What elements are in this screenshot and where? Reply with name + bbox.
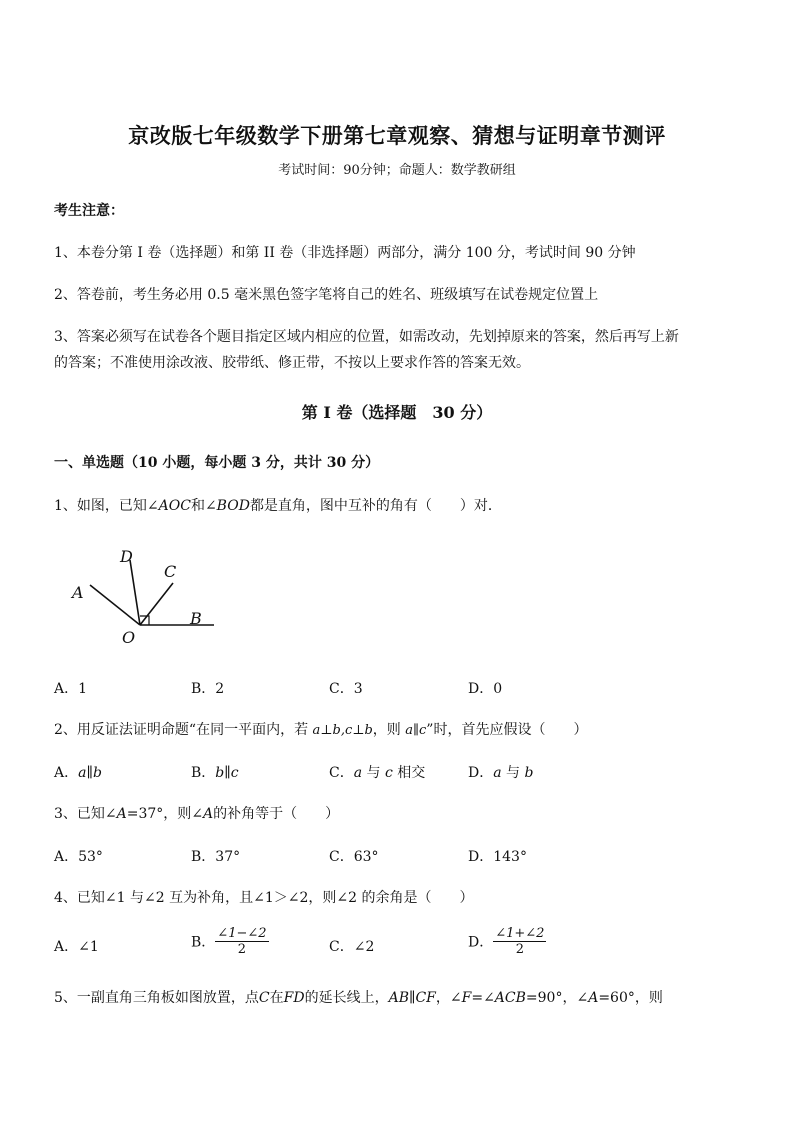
- q3-option-a[interactable]: A．53°: [54, 849, 103, 865]
- ray-oa: [90, 585, 140, 625]
- question-2-stem: 2、用反证法证明命题“在同一平面内，若 a⊥b,c⊥b，则 a∥c”时，首先应假设（ ）: [54, 722, 588, 738]
- notice-heading: 考生注意：: [54, 203, 124, 219]
- label-b: B: [190, 609, 202, 628]
- q1-option-a[interactable]: A．1: [54, 681, 88, 697]
- section-title: 第 I 卷（选择题 30 分）: [301, 403, 493, 422]
- q4-fraction-b: $\frac{\angle 1-\angle 2}{2}$: [217, 926, 267, 957]
- notice-item-3: 3、答案必须写在试卷各个题目指定区域内相应的位置，如需改动，先划掉原来的答案，然后再写上新: [54, 329, 679, 345]
- document-subtitle: 考试时间：90分钟；命题人：数学教研组: [278, 163, 516, 178]
- q3-option-c[interactable]: C．63°: [329, 849, 379, 865]
- label-d: D: [120, 547, 133, 566]
- q1-option-b[interactable]: B．2: [191, 681, 225, 697]
- q2-option-d[interactable]: D．a 与 b: [468, 765, 534, 781]
- q2-option-c[interactable]: C．a 与 c 相交: [329, 765, 426, 781]
- question-1-stem: 1、如图，已知∠AOC和∠BOD都是直角，图中互补的角有（ ）对．: [54, 498, 502, 514]
- part-title: 一、单选题（10 小题，每小题 3 分，共计 30 分）: [54, 455, 380, 471]
- q4-option-d[interactable]: D． $\frac{\angle 1+\angle 2}{2}$: [468, 926, 545, 957]
- q4-fraction-d: $\frac{\angle 1+\angle 2}{2}$: [495, 926, 545, 957]
- ray-od: [130, 560, 140, 625]
- document-title: 京改版七年级数学下册第七章观察、猜想与证明章节测评: [128, 123, 666, 148]
- question-4-stem: 4、已知∠1 与∠2 互为补角，且∠1＞∠2，则∠2 的余角是（ ）: [54, 890, 474, 906]
- label-c: C: [164, 562, 177, 581]
- notice-item-1: 1、本卷分第 I 卷（选择题）和第 II 卷（非选择题）两部分，满分 100 分，考试时间 90 分钟: [54, 245, 636, 261]
- question-1-figure: [60, 540, 230, 650]
- q3-option-b[interactable]: B．37°: [191, 849, 241, 865]
- notice-item-2: 2、答卷前，考生务必用 0.5 毫米黑色签字笔将自己的姓名、班级填写在试卷规定位置上: [54, 287, 599, 303]
- label-a: A: [72, 583, 84, 602]
- q4-option-a[interactable]: A．∠1: [54, 939, 99, 955]
- q4-option-b[interactable]: B． $\frac{\angle 1-\angle 2}{2}$: [191, 926, 267, 957]
- notice-item-3-cont: 的答案；不准使用涂改液、胶带纸、修正带，不按以上要求作答的答案无效。: [54, 355, 530, 371]
- ray-oc: [140, 583, 173, 625]
- label-o: O: [122, 628, 136, 647]
- question-3-stem: 3、已知∠A=37°，则∠A的补角等于（ ）: [54, 806, 340, 822]
- q4-option-c[interactable]: C．∠2: [329, 939, 375, 955]
- question-5-stem: 5、一副直角三角板如图放置，点C在FD的延长线上，AB∥CF，∠F=∠ACB=90°，∠A=60°，则: [54, 990, 663, 1006]
- q3-option-d[interactable]: D．143°: [468, 849, 527, 865]
- q1-option-c[interactable]: C．3: [329, 681, 363, 697]
- q2-option-b[interactable]: B．b∥c: [191, 765, 239, 781]
- q2-option-a[interactable]: A．a∥b: [54, 765, 102, 781]
- q1-option-d[interactable]: D．0: [468, 681, 503, 697]
